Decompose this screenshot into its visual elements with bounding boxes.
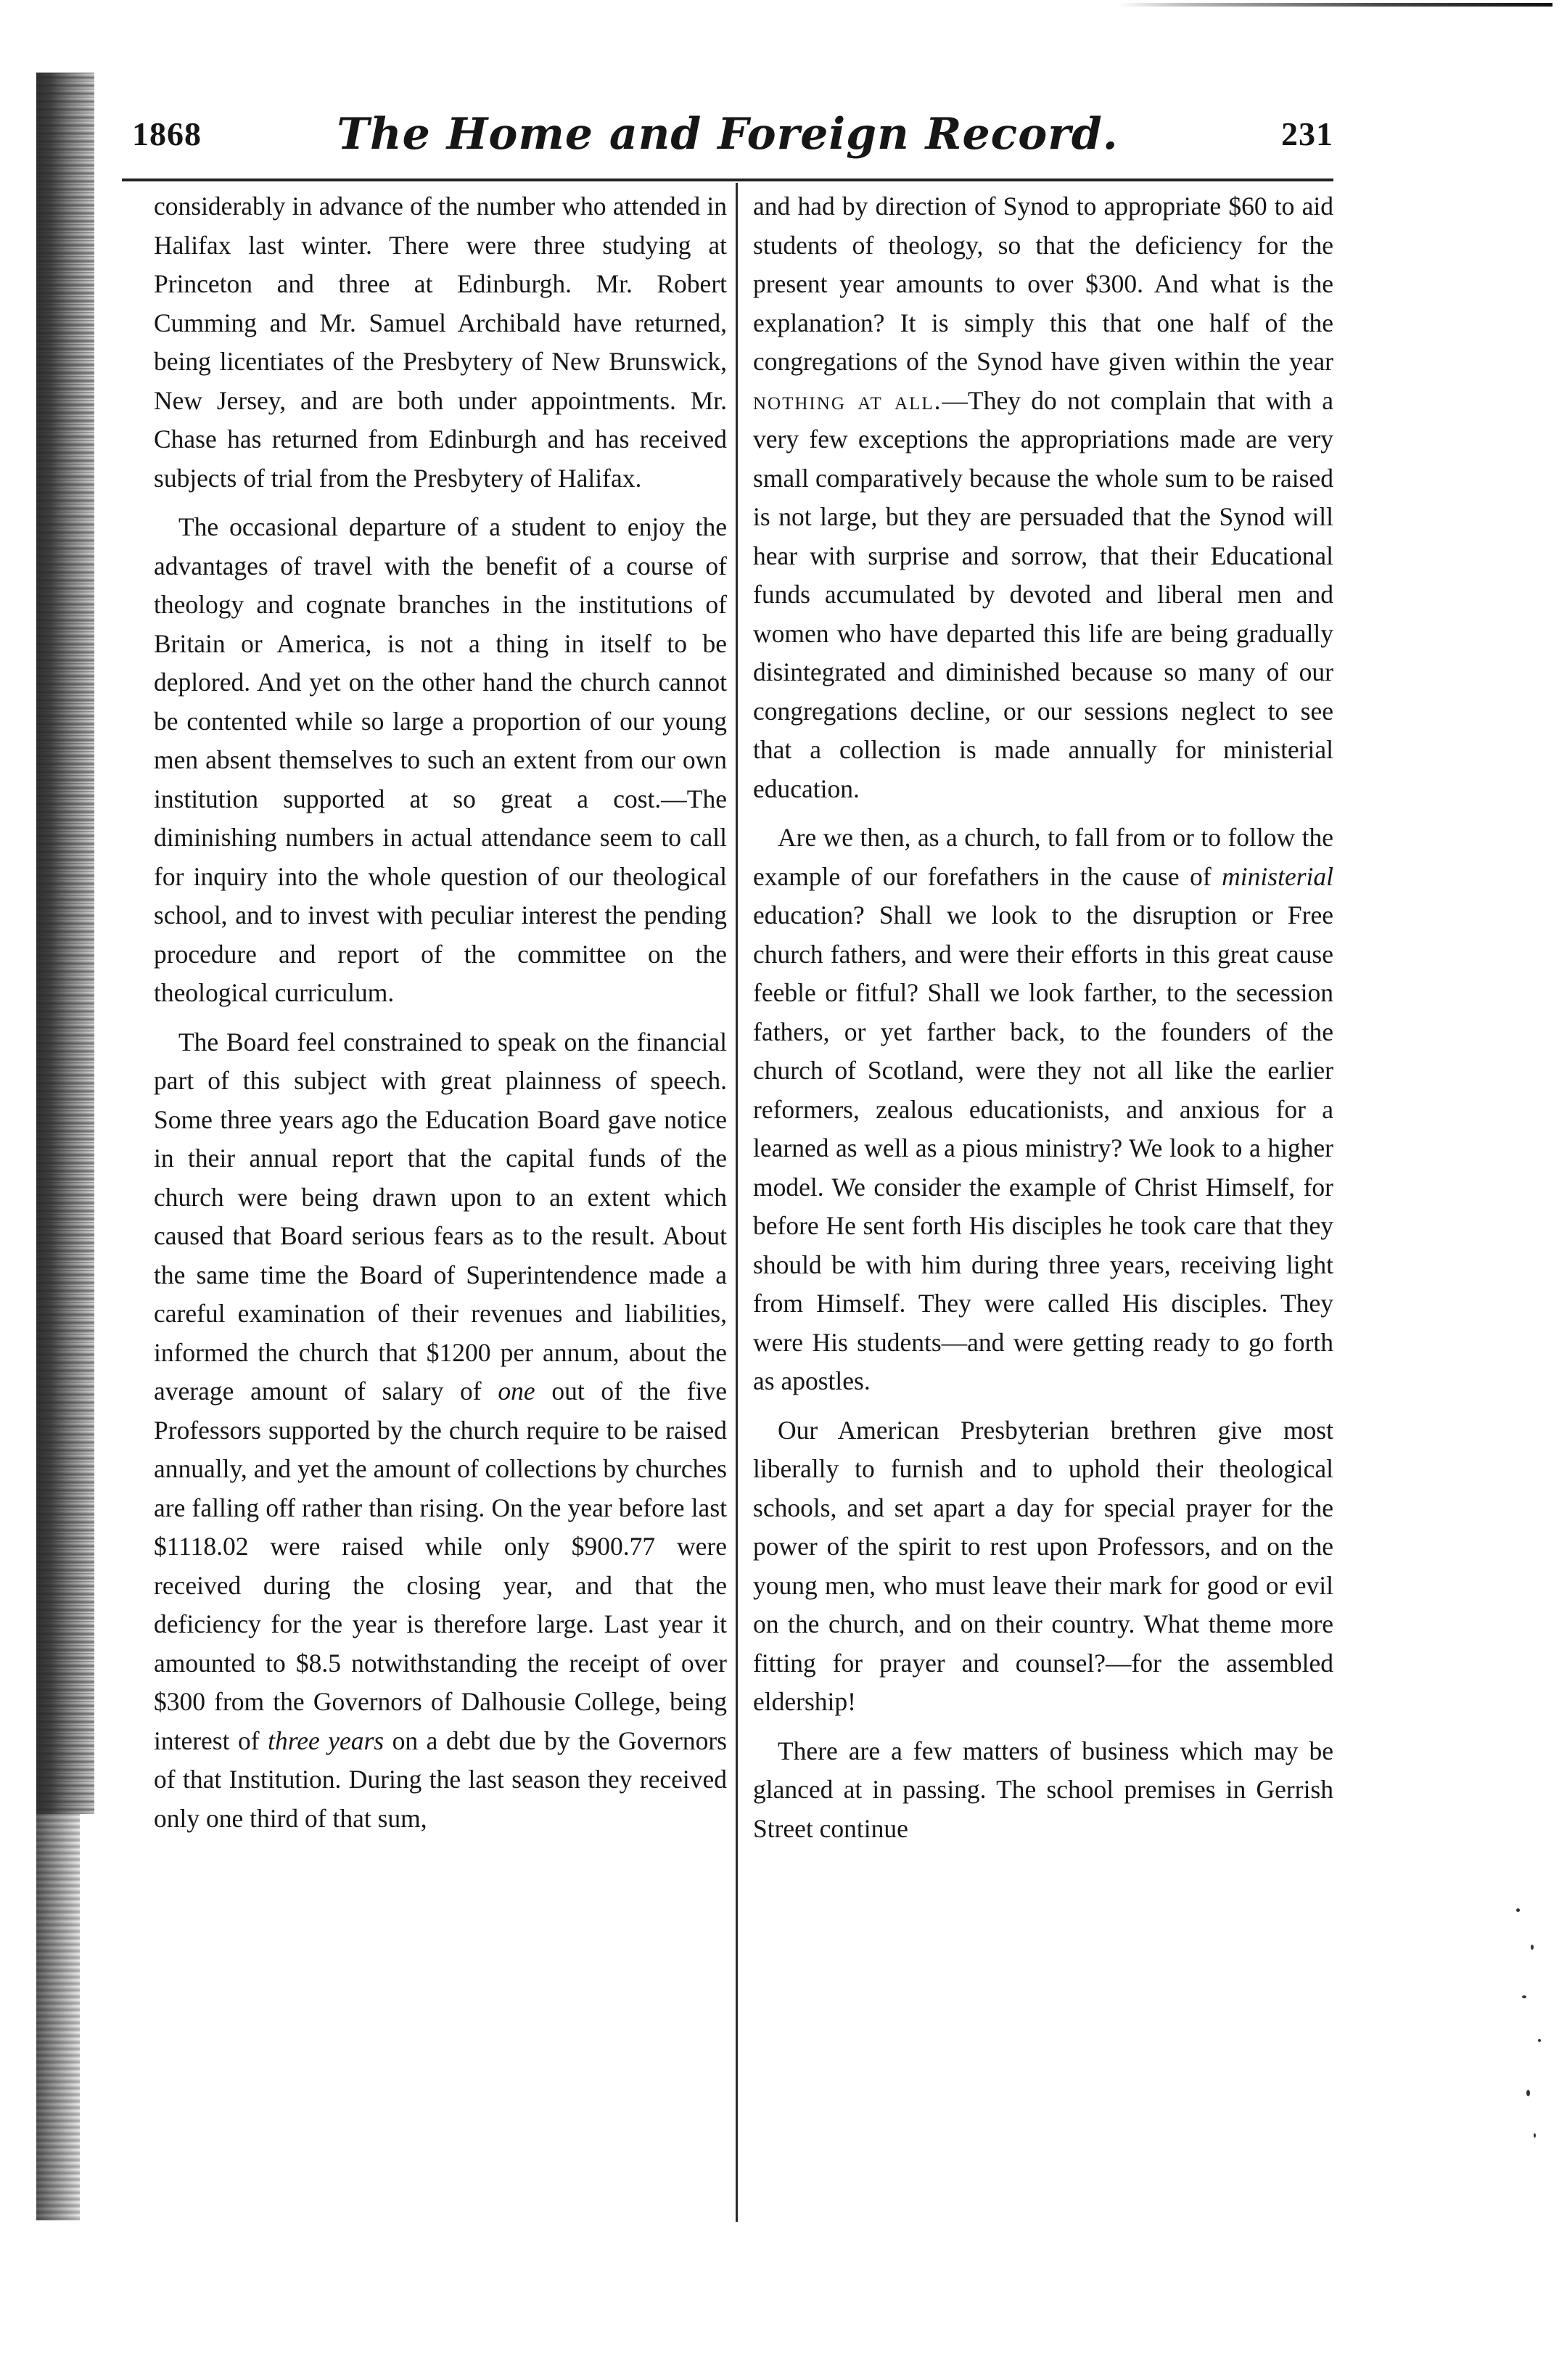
left-column <box>154 187 727 1838</box>
scan-specks <box>1509 1901 1552 2162</box>
paragraph <box>154 1023 727 1839</box>
paragraph-text: Are we then, as a church, to fall from or to follow the example of our forefathers in the cause of <box>753 823 1333 891</box>
paragraph-text: —They do not complain that with a very few exceptions the appropriations made are very small comparatively because the whole sum to be raised is not large, but they are persuaded that the Synod will hear with surprise and sorrow, that their Educational funds accumulated by devoted and liberal men and women who have departed this life are being gradually disintegrated and diminished because so many of our congregations decline, or our sessions neglect to see that a collection is made annually for ministerial education. <box>753 385 1333 803</box>
paragraph-text: education? Shall we look to the disruption or Free church fathers, and were their efforts in this great cause feeble or fitful? Shall we look farther, to the secession fathers, or yet farther back, to the founders of the church of Scotland, were they not all like the earlier reformers, zealous educationists, and anxious for a learned as well as a pious ministry? We look to a higher model. We consider the example of Christ Himself, for before He sent forth His disciples he took care that they should be with him during three years, receiving light from Himself. They were called His disciples. They were His students—and were getting ready to go forth as apostles. <box>753 900 1333 1395</box>
paragraph-text: out of the five Professors supported by the church require to be raised annually, and yet the amount of collections by churches are falling off rather than rising. On the year before last $1118.02 were raised while only $900.77 were received during the closing year, and that the deficiency for the year is therefore large. Last year it amounted to $8.5 notwithstanding the receipt of over $300 from the Governors of Dalhousie College, being interest of <box>154 1376 727 1755</box>
binding-shadow-lower <box>36 1814 80 2220</box>
italic-text: ministerial <box>1222 861 1333 891</box>
column-divider <box>736 183 738 2222</box>
paragraph-text: The Board feel constrained to speak on the financial part of this subject with great plainness of speech. Some three years ago the Education Board gave notice in their annual report that the capital funds of the church were being drawn upon to an extent which caused that Board serious fears as to the result. About the same time the Board of Superintendence made a careful examination of their revenues and liabilities, informed the church that $1200 per annum, about the average amount of salary of <box>154 1027 727 1406</box>
page-number: 231 <box>1281 115 1333 152</box>
italic-text: three years <box>268 1726 384 1755</box>
paragraph <box>753 818 1333 1401</box>
journal-title: The Home and Foreign Record. <box>337 109 1119 160</box>
paragraph: The occasional departure of a student to enjoy the advantages of travel with the benefit of a course of theology and cognate branches in the institutions of Britain or America, is not a thing in itself to be deplored. And yet on the other hand the church cannot be contented while so large a proportion of our young men absent themselves to such an extent from our own institution supported at so great a cost.—The diminishing numbers in actual attendance seem to call for inquiry into the whole question of our theological school, and to invest with peculiar interest the pending procedure and report of the committee on the theological curriculum. <box>154 512 727 1007</box>
header-year: 1868 <box>132 115 202 152</box>
paragraph-text: on a debt due by the Governors of that Institution. During the last season they received only one third of that sum, <box>154 1726 727 1833</box>
right-column <box>753 187 1333 1848</box>
paragraph: Our American Presbyterian brethren give most liberally to furnish and to uphold their theological schools, and set apart a day for special prayer for the power of the spirit to rest upon Professors, and on the young men, who must leave their mark for good or evil on the church, and on their country. What theme more fitting for prayer and counsel?—for the assembled eldership! <box>753 1415 1333 1716</box>
scan-edge-mark <box>1117 3 1552 7</box>
italic-text: one <box>498 1376 535 1406</box>
paragraph: There are a few matters of business which may be glanced at in passing. The school premises in Gerrish Street continue <box>753 1736 1333 1843</box>
running-head <box>122 109 1333 167</box>
paragraph-text: and had by direction of Synod to appropriate $60 to aid students of theology, so that the deficiency for the present year amounts to over $300. And what is the explanation? It is simply this that one half of the congregations of the Synod have given within the year <box>753 192 1333 376</box>
binding-shadow <box>36 73 94 1814</box>
paragraph <box>753 187 1333 808</box>
paragraph: considerably in advance of the number who attended in Halifax last winter. There were three studying at Princeton and three at Edinburgh. Mr. Robert Cumming and Mr. Samuel Archibald have returned, being licentiates of the Presbytery of New Brunswick, New Jersey, and are both under appointments. Mr. Chase has returned from Edinburgh and has received subjects of trial from the Presbytery of Halifax. <box>154 192 727 493</box>
header-rule <box>122 178 1333 181</box>
small-caps-text: nothing at all. <box>753 385 942 415</box>
